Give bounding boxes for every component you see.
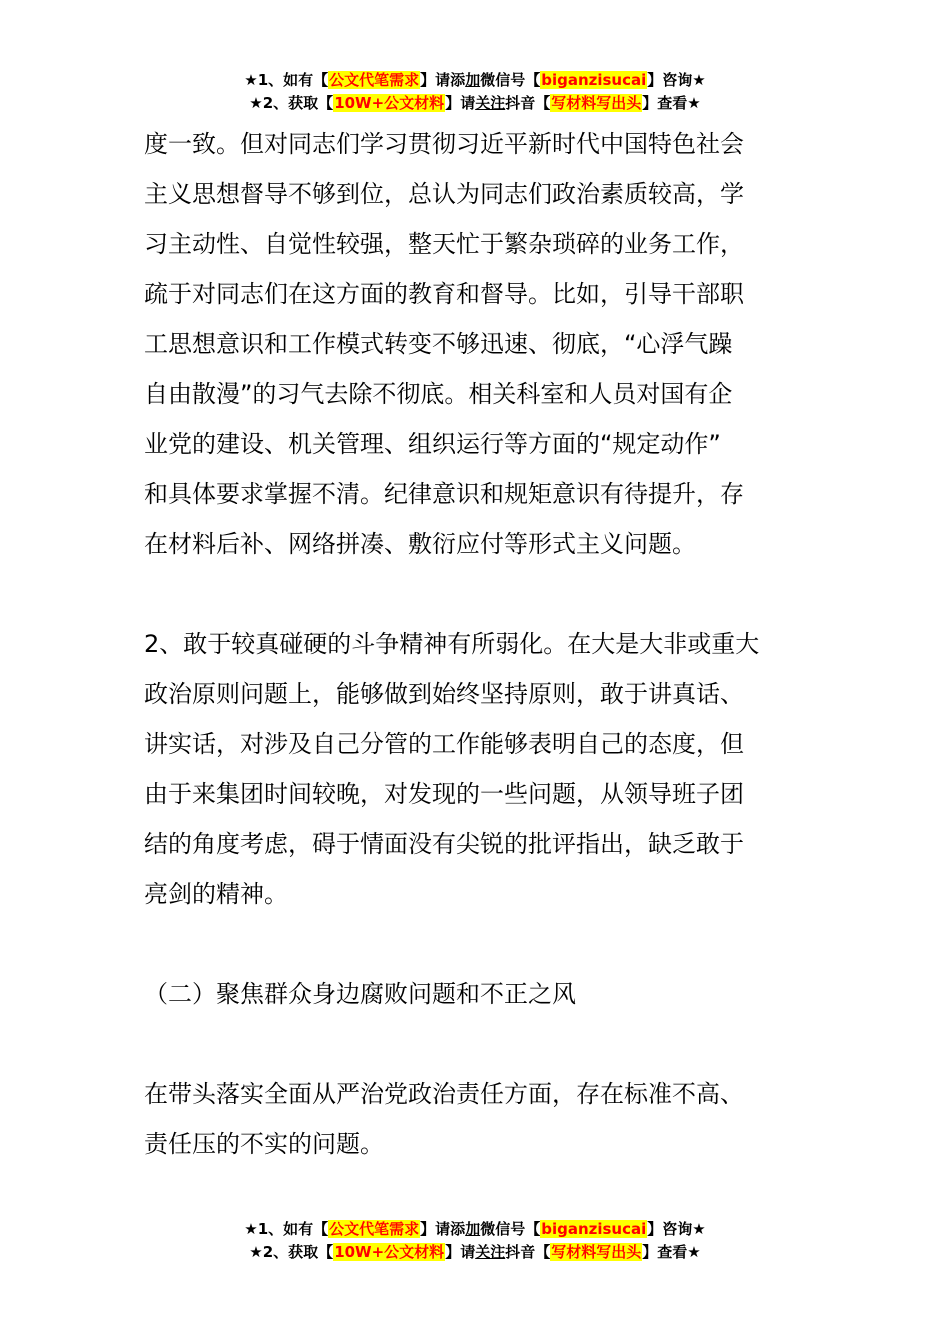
banner-line-2	[0, 1241, 950, 1264]
banner-underlined: 加	[465, 71, 481, 89]
banner-highlight: 公文代笔需求	[329, 71, 420, 89]
banner-highlight: 10W+公文材料	[334, 1243, 445, 1261]
banner-highlight: 写材料写出头	[551, 1243, 642, 1261]
banner-text: ★1、如有【	[244, 1220, 329, 1238]
section-heading: （二）聚焦群众身边腐败问题和不正之风	[144, 980, 576, 1008]
text-line: 政治原则问题上，能够做到始终坚持原则，敢于讲真话、	[144, 680, 744, 708]
text-line: 讲实话，对涉及自己分管的工作能够表明自己的态度，但	[144, 730, 744, 758]
banner-text: 】请添	[420, 1220, 466, 1238]
text-line: 自由散漫”的习气去除不彻底。相关科室和人员对国有企	[144, 380, 733, 408]
header-banner	[0, 69, 950, 115]
text-line: 结的角度考虑，碍于情面没有尖锐的批评指出，缺乏敢于	[144, 830, 744, 858]
banner-text: 】咨询★	[647, 1220, 706, 1238]
text-line: 习主动性、自觉性较强，整天忙于繁杂琐碎的业务工作，	[144, 230, 744, 258]
banner-highlight: biganzisucai	[541, 1220, 647, 1238]
banner-text: 】请	[445, 1243, 476, 1261]
text-line: 疏于对同志们在这方面的教育和督导。比如，引导干部职	[144, 280, 744, 308]
banner-line-2	[0, 92, 950, 115]
banner-highlight: biganzisucai	[541, 71, 647, 89]
text-line: 和具体要求掌握不清。纪律意识和规矩意识有待提升，存	[144, 480, 744, 508]
banner-text: 抖音【	[505, 94, 551, 112]
text-line: 责任压的不实的问题。	[144, 1130, 384, 1158]
paragraph-spacer	[144, 919, 808, 969]
text-line: 由于来集团时间较晚，对发现的一些问题，从领导班子团	[144, 780, 744, 808]
banner-text: 】咨询★	[647, 71, 706, 89]
banner-text: 】请添	[420, 71, 466, 89]
paragraph-spacer	[144, 1019, 808, 1069]
text-line: 2、敢于较真碰硬的斗争精神有所弱化。在大是大非或重大	[144, 630, 760, 658]
banner-text: 】查看★	[642, 94, 701, 112]
banner-text: 微信号【	[480, 1220, 541, 1238]
banner-underlined: 关注	[475, 1243, 506, 1261]
banner-text: 】请	[445, 94, 476, 112]
text-line: 亮剑的精神。	[144, 880, 288, 908]
banner-underlined: 加	[465, 1220, 481, 1238]
paragraph-1	[144, 119, 808, 569]
text-line: 在材料后补、网络拼凑、敷衍应付等形式主义问题。	[144, 530, 696, 558]
banner-underlined: 关注	[475, 94, 506, 112]
banner-text: 微信号【	[480, 71, 541, 89]
text-line: 在带头落实全面从严治党政治责任方面，存在标准不高、	[144, 1080, 744, 1108]
footer-banner	[0, 1218, 950, 1264]
text-line: 度一致。但对同志们学习贯彻习近平新时代中国特色社会	[144, 130, 744, 158]
banner-highlight: 10W+公文材料	[334, 94, 445, 112]
document-body	[144, 119, 808, 1169]
banner-text: 抖音【	[505, 1243, 551, 1261]
text-line: 业党的建设、机关管理、组织运行等方面的“规定动作”	[144, 430, 721, 458]
banner-highlight: 公文代笔需求	[329, 1220, 420, 1238]
banner-text: ★2、获取【	[249, 1243, 334, 1261]
banner-line-1	[0, 1218, 950, 1241]
text-line: 工思想意识和工作模式转变不够迅速、彻底，“心浮气躁	[144, 330, 733, 358]
banner-text: ★1、如有【	[244, 71, 329, 89]
paragraph-3	[144, 1069, 808, 1169]
banner-text: ★2、获取【	[249, 94, 334, 112]
paragraph-spacer	[144, 569, 808, 619]
paragraph-2	[144, 619, 808, 919]
banner-highlight: 写材料写出头	[551, 94, 642, 112]
banner-text: 】查看★	[642, 1243, 701, 1261]
text-line: 主义思想督导不够到位，总认为同志们政治素质较高，学	[144, 180, 744, 208]
banner-line-1	[0, 69, 950, 92]
